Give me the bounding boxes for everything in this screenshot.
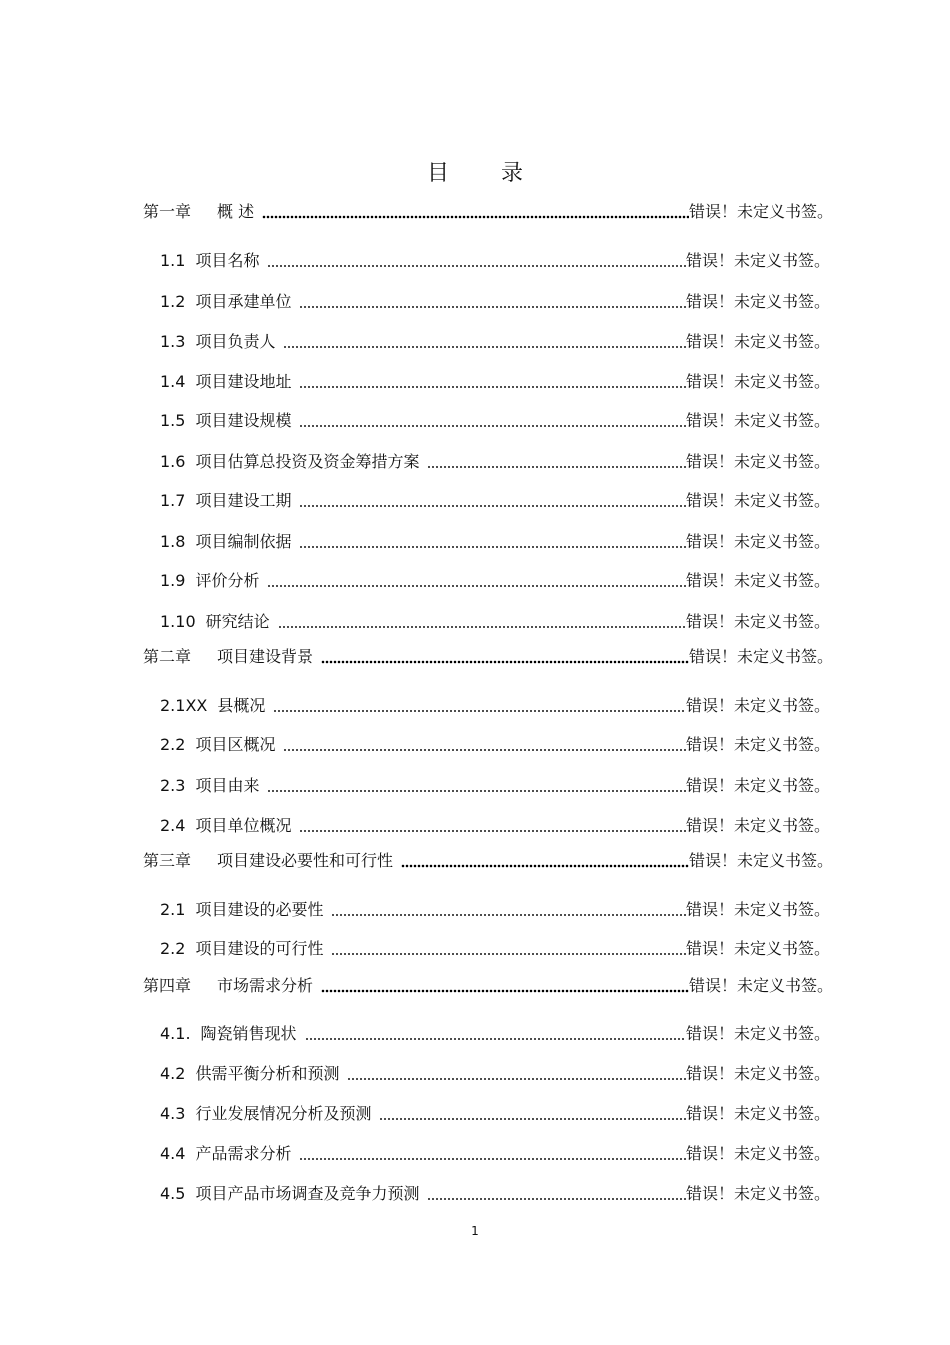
dot-leader <box>331 903 686 917</box>
toc-section-entry[interactable] <box>160 247 830 271</box>
toc-section-entry[interactable] <box>160 328 830 352</box>
toc-page-ref: 错误！未定义书签。 <box>685 1144 830 1163</box>
dot-leader <box>401 854 689 868</box>
toc-entry-number: 4.4 <box>160 1144 186 1163</box>
toc-entry-label <box>160 776 267 796</box>
toc-entry-label <box>160 816 299 836</box>
toc-chapter-entry[interactable] <box>143 847 833 871</box>
toc-page-ref: 错误！未定义书签。 <box>688 976 833 995</box>
toc-entry-text: 项目负责人 <box>195 332 276 351</box>
toc-title-part2: 录 <box>501 161 524 186</box>
toc-chapter-entry[interactable] <box>143 972 833 996</box>
toc-page-ref: 错误！未定义书签。 <box>685 372 830 391</box>
toc-section-entry[interactable] <box>160 731 830 755</box>
toc-entry-text: 项目单位概况 <box>195 816 292 835</box>
toc-entry-text: 项目建设工期 <box>195 491 292 510</box>
toc-entry-label <box>160 735 283 755</box>
toc-entry-number: 1.9 <box>160 571 186 590</box>
toc-entry-number: 1.4 <box>160 372 186 391</box>
dot-leader <box>262 205 689 219</box>
toc-entry-label <box>160 292 299 312</box>
dot-leader <box>347 1067 686 1081</box>
dot-leader <box>321 979 689 993</box>
toc-entry-number: 1.8 <box>160 532 186 551</box>
toc-title-part1: 目 <box>426 161 449 186</box>
toc-chapter-entry[interactable] <box>143 643 833 667</box>
toc-entry-number: 2.2 <box>160 735 186 754</box>
toc-section-entry[interactable] <box>160 1060 830 1084</box>
toc-entry-number: 1.6 <box>160 452 186 471</box>
dot-leader <box>379 1107 686 1121</box>
toc-page-ref: 错误！未定义书签。 <box>685 776 830 795</box>
toc-page-ref: 错误！未定义书签。 <box>685 251 830 270</box>
toc-title <box>0 156 950 187</box>
dot-leader <box>299 819 686 833</box>
toc-section-entry[interactable] <box>160 1020 830 1044</box>
toc-page-ref: 错误！未定义书签。 <box>685 900 830 919</box>
toc-page-ref: 错误！未定义书签。 <box>685 491 830 510</box>
toc-entry-label <box>160 900 331 920</box>
toc-entry-label <box>143 976 321 996</box>
toc-entry-number: 4.2 <box>160 1064 186 1083</box>
toc-entry-label <box>160 332 283 352</box>
toc-entry-text: 项目编制依据 <box>195 532 292 551</box>
toc-entry-label <box>160 411 299 431</box>
toc-page-ref: 错误！未定义书签。 <box>685 452 830 471</box>
dot-leader <box>299 295 686 309</box>
toc-entry-text: 项目建设地址 <box>195 372 292 391</box>
toc-entry-text: 行业发展情况分析及预测 <box>195 1104 372 1123</box>
toc-entry-number: 2.2 <box>160 939 186 958</box>
toc-entry-label <box>160 1104 379 1124</box>
page-number: 1 <box>471 1224 479 1238</box>
toc-entry-text: 项目建设规模 <box>195 411 292 430</box>
toc-entry-number: 2.3 <box>160 776 186 795</box>
toc-entry-text: 市场需求分析 <box>217 976 314 995</box>
dot-leader <box>321 650 689 664</box>
toc-entry-text: 项目估算总投资及资金筹措方案 <box>195 452 420 471</box>
toc-page-ref: 错误！未定义书签。 <box>688 202 833 221</box>
toc-section-entry[interactable] <box>160 567 830 591</box>
toc-entry-number: 第四章 <box>143 976 192 995</box>
toc-entry-number: 2.1 <box>160 900 186 919</box>
toc-page-ref: 错误！未定义书签。 <box>685 292 830 311</box>
toc-section-entry[interactable] <box>160 528 830 552</box>
toc-page-ref: 错误！未定义书签。 <box>685 332 830 351</box>
toc-page-ref: 错误！未定义书签。 <box>685 571 830 590</box>
toc-entry-text: 项目建设背景 <box>217 647 314 666</box>
toc-entry-number: 1.7 <box>160 491 186 510</box>
toc-section-entry[interactable] <box>160 1180 830 1204</box>
dot-leader <box>427 1187 686 1201</box>
toc-entry-label <box>160 612 278 632</box>
toc-entry-text: 项目产品市场调查及竞争力预测 <box>195 1184 420 1203</box>
toc-section-entry[interactable] <box>160 448 830 472</box>
dot-leader <box>267 779 686 793</box>
dot-leader <box>305 1027 686 1041</box>
toc-page-ref: 错误！未定义书签。 <box>688 647 833 666</box>
toc-entry-number: 2.1XX <box>160 696 208 715</box>
toc-page-ref: 错误！未定义书签。 <box>685 939 830 958</box>
toc-section-entry[interactable] <box>160 1140 830 1164</box>
toc-page-ref: 错误！未定义书签。 <box>685 696 830 715</box>
toc-section-entry[interactable] <box>160 608 830 632</box>
dot-leader <box>331 942 686 956</box>
toc-entry-label <box>160 939 331 959</box>
toc-section-entry[interactable] <box>160 812 830 836</box>
toc-entry-text: 项目建设必要性和可行性 <box>217 851 394 870</box>
toc-entry-number: 1.5 <box>160 411 186 430</box>
toc-entry-label <box>160 696 273 716</box>
toc-page-ref: 错误！未定义书签。 <box>685 1064 830 1083</box>
dot-leader <box>273 699 686 713</box>
toc-page-ref: 错误！未定义书签。 <box>685 612 830 631</box>
dot-leader <box>299 1147 686 1161</box>
toc-section-entry[interactable] <box>160 407 830 431</box>
toc-entry-label <box>160 452 427 472</box>
dot-leader <box>299 535 686 549</box>
toc-entry-text: 项目由来 <box>195 776 260 795</box>
toc-section-entry[interactable] <box>160 487 830 511</box>
dot-leader <box>283 738 686 752</box>
toc-entry-text: 项目建设的可行性 <box>195 939 324 958</box>
toc-entry-number: 2.4 <box>160 816 186 835</box>
toc-entry-label <box>160 1024 305 1044</box>
dot-leader <box>278 615 686 629</box>
toc-page-ref: 错误！未定义书签。 <box>685 532 830 551</box>
toc-page-ref: 错误！未定义书签。 <box>685 816 830 835</box>
toc-entry-label <box>160 1064 347 1084</box>
toc-page-ref: 错误！未定义书签。 <box>685 1184 830 1203</box>
toc-entry-number: 1.1 <box>160 251 186 270</box>
toc-entry-text: 概 述 <box>217 202 255 221</box>
toc-entry-number: 4.5 <box>160 1184 186 1203</box>
toc-entry-number: 1.3 <box>160 332 186 351</box>
toc-section-entry[interactable] <box>160 692 830 716</box>
toc-entry-text: 项目建设的必要性 <box>195 900 324 919</box>
toc-entry-number: 第二章 <box>143 647 192 666</box>
toc-entry-text: 项目名称 <box>195 251 260 270</box>
toc-page-ref: 错误！未定义书签。 <box>685 1104 830 1123</box>
toc-page-ref: 错误！未定义书签。 <box>685 1024 830 1043</box>
toc-entry-number: 1.2 <box>160 292 186 311</box>
toc-entry-label <box>160 532 299 552</box>
toc-entry-text: 供需平衡分析和预测 <box>195 1064 340 1083</box>
toc-entry-number: 1.10 <box>160 612 196 631</box>
toc-entry-text: 项目承建单位 <box>195 292 292 311</box>
toc-entry-number: 4.1. <box>160 1024 191 1043</box>
toc-section-entry[interactable] <box>160 288 830 312</box>
toc-entry-label <box>160 372 299 392</box>
toc-page-ref: 错误！未定义书签。 <box>685 411 830 430</box>
dot-leader <box>299 414 686 428</box>
dot-leader <box>283 335 686 349</box>
toc-chapter-entry[interactable] <box>143 198 833 222</box>
toc-entry-text: 评价分析 <box>195 571 260 590</box>
toc-entry-label <box>160 1184 427 1204</box>
toc-section-entry[interactable] <box>160 896 830 920</box>
toc-entry-text: 产品需求分析 <box>195 1144 292 1163</box>
toc-page-ref: 错误！未定义书签。 <box>688 851 833 870</box>
toc-entry-text: 陶瓷销售现状 <box>200 1024 297 1043</box>
dot-leader <box>299 494 686 508</box>
dot-leader <box>427 455 686 469</box>
toc-entry-number: 4.3 <box>160 1104 186 1123</box>
toc-entry-number: 第三章 <box>143 851 192 870</box>
toc-entry-text: 县概况 <box>217 696 266 715</box>
dot-leader <box>267 254 686 268</box>
toc-entry-text: 项目区概况 <box>195 735 276 754</box>
toc-entry-label <box>143 647 321 667</box>
toc-page-ref: 错误！未定义书签。 <box>685 735 830 754</box>
toc-entry-label <box>143 851 401 871</box>
toc-section-entry[interactable] <box>160 368 830 392</box>
dot-leader <box>267 574 686 588</box>
toc-section-entry[interactable] <box>160 935 830 959</box>
dot-leader <box>299 375 686 389</box>
toc-entry-label <box>160 491 299 511</box>
toc-entry-text: 研究结论 <box>205 612 270 631</box>
toc-entry-label <box>160 1144 299 1164</box>
toc-entry-number: 第一章 <box>143 202 192 221</box>
toc-entry-label <box>160 251 267 271</box>
toc-section-entry[interactable] <box>160 1100 830 1124</box>
toc-section-entry[interactable] <box>160 772 830 796</box>
toc-entry-label <box>160 571 267 591</box>
toc-entry-label <box>143 202 262 222</box>
